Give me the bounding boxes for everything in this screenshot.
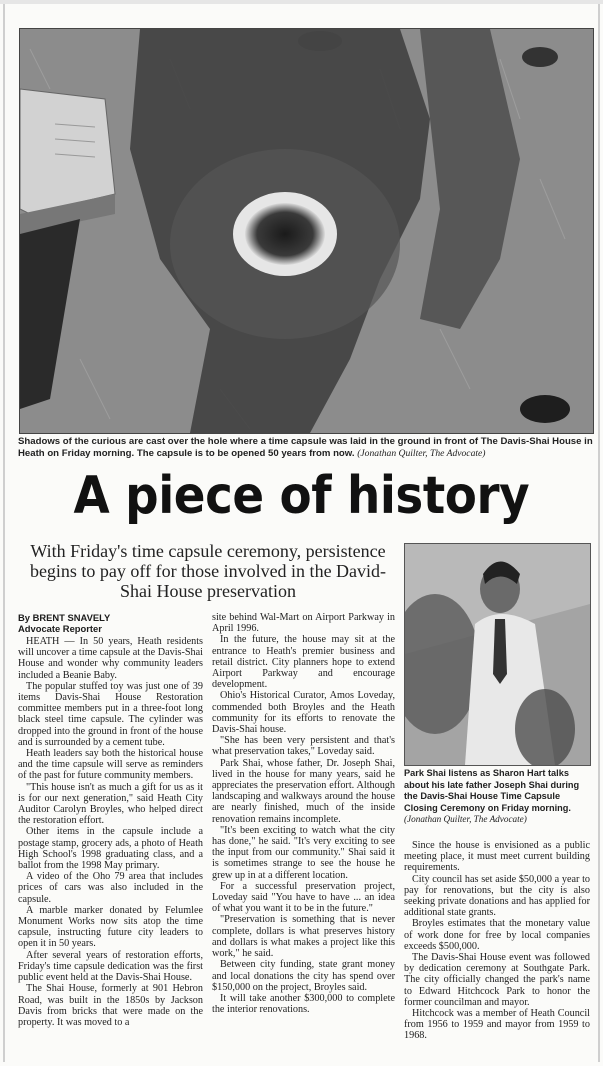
- paragraph: A video of the Oho 79 area that includes prices of cars was also included in the capsule.: [18, 871, 203, 905]
- page-left-border: [3, 4, 5, 1062]
- byline-title: Advocate Reporter: [18, 623, 102, 634]
- side-photo: [404, 543, 591, 766]
- paragraph: In the future, the house may sit at the entrance to Heath's premier business and retail district. City planners hope to extend Airport Parkway and encourage development.: [212, 634, 395, 691]
- side-photo-caption: [404, 768, 590, 826]
- paragraph: Hitchcock was a member of Heath Council from 1956 to 1959 and mayor from 1959 to 1968.: [404, 1008, 590, 1042]
- paragraph: It will take another $300,000 to complete the interior renovations.: [212, 992, 395, 1016]
- main-photo-caption: [18, 436, 594, 460]
- main-photo-credit: (Jonathan Quilter, The Advocate): [357, 448, 486, 459]
- side-photo-credit: (Jonathan Quilter, The Advocate): [404, 814, 527, 825]
- paragraph: After several years of restoration efforts, Friday's time capsule dedication was the first public event held at the Davis-Shai House.: [18, 949, 203, 984]
- main-photo: [19, 28, 594, 434]
- paragraph: HEATH — In 50 years, Heath residents will uncover a time capsule at the Davis-Shai House and wonder why community leaders included a Beanie Baby.: [18, 636, 203, 681]
- page-right-border: [598, 4, 600, 1062]
- deck: With Friday's time capsule ceremony, persistence begins to pay off for those involved in the David-Shai House preservation: [29, 541, 387, 601]
- article-column-3: [404, 840, 590, 1042]
- paragraph: The Davis-Shai House event was followed by dedication ceremony at Southgate Park. The city officially changed the park's name to Edward Hitchcock Park to honor the former councilman and mayor.: [404, 952, 590, 1008]
- paragraph: "Preservation is something that is never complete, dollars is what preserves history and dollars is what makes a project like this work," he said.: [212, 914, 395, 960]
- paragraph: Heath leaders say both the historical house and the time capsule will serve as reminders of the past for future community members.: [18, 748, 203, 782]
- paragraph: The Shai House, formerly at 901 Hebron Road, was built in the 1850s by Jackson Davis from bricks that were made on the property. It was moved to a: [18, 983, 203, 1028]
- paragraph: Since the house is envisioned as a public meeting place, it must meet current building requirements.: [404, 840, 590, 874]
- side-photo-caption-text: Park Shai listens as Sharon Hart talks about his late father Joseph Shai during the Davis-Shai House Time Capsule Closing Ceremony on Friday morning.: [404, 768, 580, 813]
- paragraph: Broyles estimates that the monetary value of work done for free by local companies exceeds $500,000.: [404, 918, 590, 952]
- paragraph: "It's been exciting to watch what the city has done," he said. "It's very exciting to see the input from our community." Shai said it is sometimes strange to see the house he grew up in at a different location.: [212, 824, 395, 881]
- paragraph: Between city funding, state grant money and local donations the city has spend over $150,000 on the project, Broyles said.: [212, 959, 395, 993]
- paragraph: Ohio's Historical Curator, Amos Loveday, commended both Broyles and the Heath community for its efforts to renovate the Davis-Shai house.: [212, 690, 395, 736]
- paragraph: For a successful preservation project, Loveday said "You have to have ... an idea of what you want it to be in the future.": [212, 880, 395, 915]
- paragraph: A marble marker donated by Felumlee Monument Works now sits atop the time capsule, instructing future city leaders to open it in 50 years.: [18, 904, 203, 950]
- paragraph: "This house isn't as much a gift for us as it is for our next generation," said Heath City Auditor Carolyn Broyles, who helped direct the restoration effort.: [18, 781, 203, 827]
- page-top-border: [0, 0, 603, 4]
- article-column-2: [212, 612, 395, 1015]
- paragraph: The popular stuffed toy was just one of 39 items Davis-Shai House Restoration committee members put in a three-foot long black steel time capsule. The cylinder was dropped into the ground in front of the house and is surrounded by a cement tube.: [18, 680, 203, 748]
- paragraph: site behind Wal-Mart on Airport Parkway in April 1996.: [212, 612, 395, 635]
- byline: [18, 612, 203, 634]
- paragraph: Park Shai, whose father, Dr. Joseph Shai, lived in the house for many years, said he appreciates the preservation effort. Although landscaping and walkways around the house are nearly finished, much of the inside renovation remains incomplete.: [212, 757, 395, 825]
- paragraph: Other items in the capsule include a postage stamp, grocery ads, a photo of Heath High School's 1998 graduating class, and a ballot from the 1998 May primary.: [18, 826, 203, 872]
- article-column-1: [18, 636, 203, 1028]
- main-photo-caption-text: Shadows of the curious are cast over the hole where a time capsule was laid in the ground in front of The Davis-Shai House in Heath on Friday morning. The capsule is to be opened 50 years from now.: [18, 436, 593, 459]
- byline-author: By BRENT SNAVELY: [18, 612, 111, 623]
- paragraph: "She has been very persistent and that's what preservation takes," Loveday said.: [212, 735, 395, 758]
- headline: A piece of history: [73, 466, 530, 526]
- paragraph: City council has set aside $50,000 a year to pay for renovations, but the city is also seeking private donations and has applied for additional state grants.: [404, 873, 590, 919]
